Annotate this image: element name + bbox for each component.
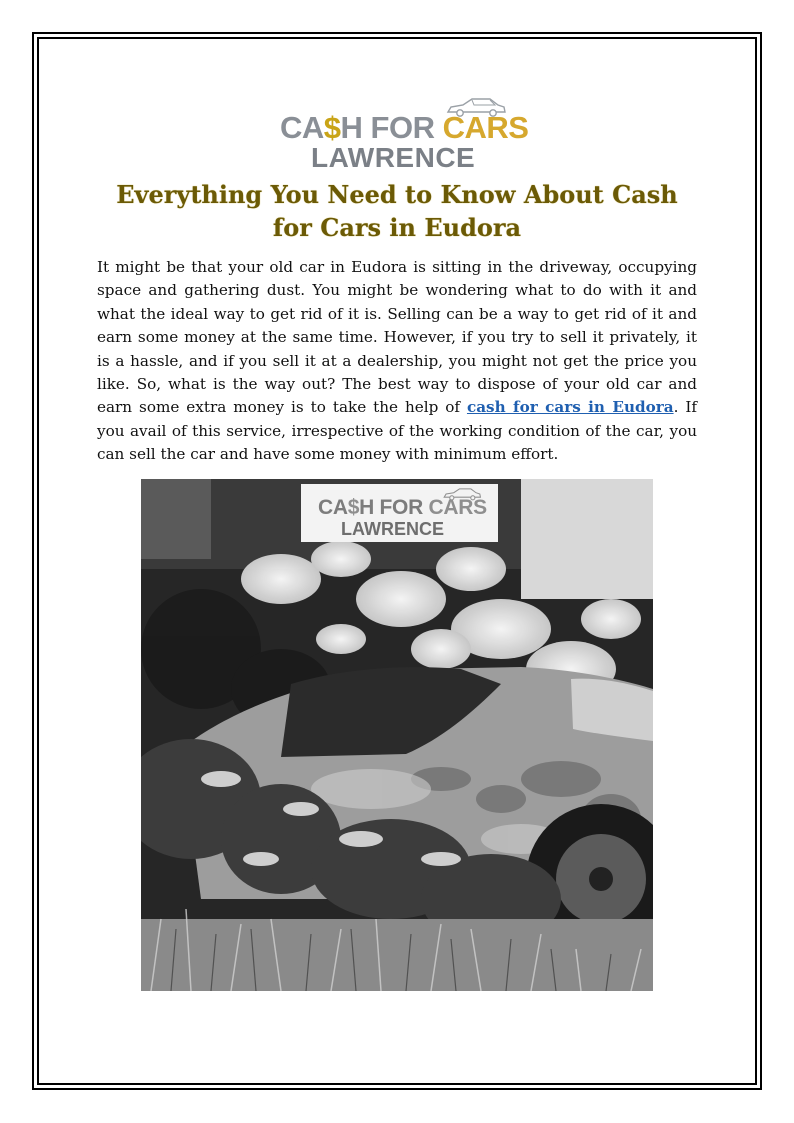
body-paragraph: It might be that your old car in Eudora is sitting in the driveway, occupying space and gathering dust. You might be wondering what to do with it and what the ideal way to get rid of it is. Selling can be a way to get rid of it and earn some money at the same time. However, if you try to sell it privately, it is a hassle, and if you sell it at a dealership, you might not get the price you like. So, what is the way out? The best way to dispose of your old car and earn some extra money is to take the help of cash for cars in Eudora. If you avail of this service, irrespective of the working condition of the car, you can sell the car and have some money with minimum effort. xyxy=(97,258,697,464)
photo-brand-logo xyxy=(301,484,498,542)
photo-logo-line2: LAWRENCE xyxy=(341,519,444,539)
logo-text-line2: LAWRENCE xyxy=(311,142,476,173)
logo-text-line1: CA$H FOR CARS xyxy=(280,110,529,145)
photo-logo-line1: CA$H FOR CARS xyxy=(318,496,487,519)
cash-for-cars-eudora-link[interactable]: cash for cars in Eudora xyxy=(466,398,674,417)
car-in-bushes-image xyxy=(141,479,653,991)
page-title: Everything You Need to Know About Cash for Cars in Eudora xyxy=(116,180,678,242)
abandoned-car-photo xyxy=(141,479,653,991)
brand-logo xyxy=(277,96,529,176)
